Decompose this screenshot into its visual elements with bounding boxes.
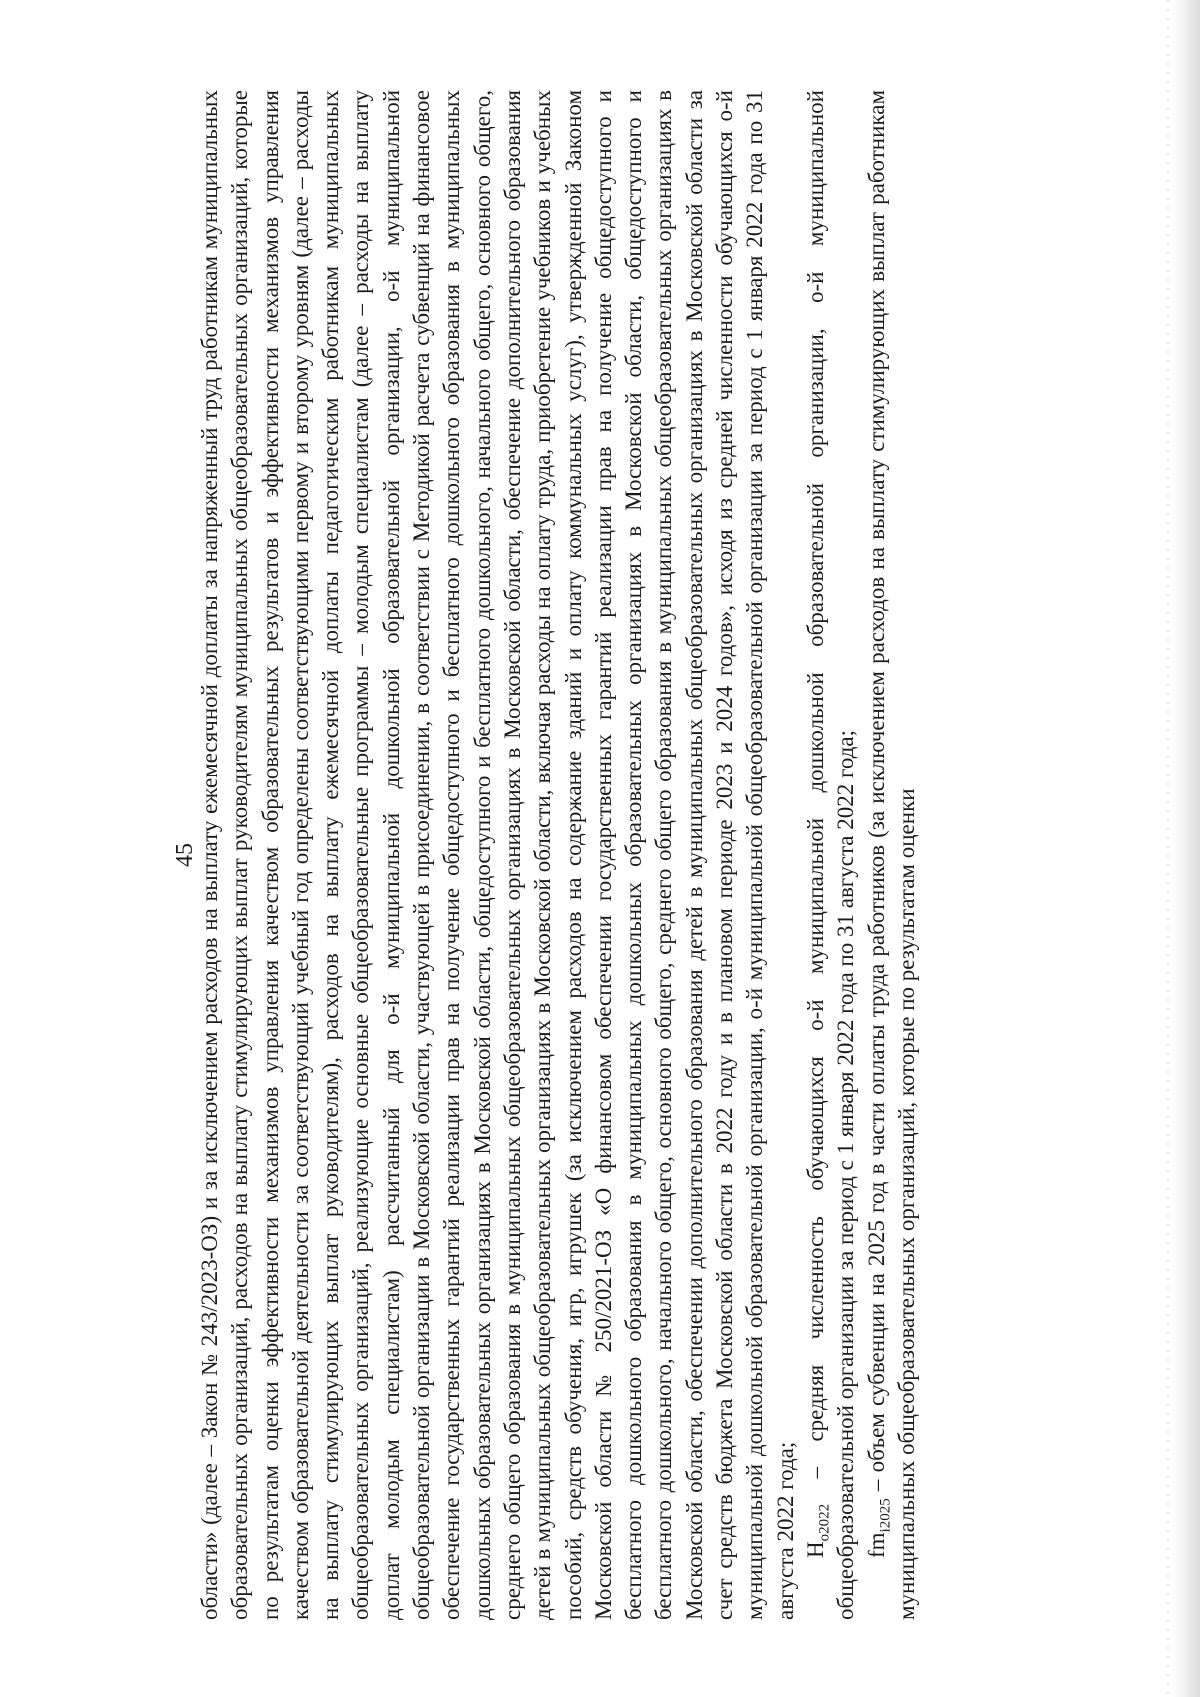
paragraph-2	[801, 90, 862, 1620]
page-number: 45	[172, 843, 198, 867]
rotated-content	[165, 90, 1070, 1620]
formula-subscript-o2022: o2022	[816, 1503, 833, 1542]
body-text	[195, 90, 922, 1620]
paragraph-3-text: – объем субвенции на 2025 год в части оплаты труда работников (за исключением расходов на выплату стимулирующих выплат работникам муниципальных общеобразовательных организаций, которые по результатам оценки	[863, 90, 919, 1620]
paragraph-2-text: – средняя численность обучающихся о-й муниципальной дошкольной образовательной организации, о-й муниципальной общеобразовательной организации за период с 1 января 2022 года по 31 августа 2022 года;	[802, 90, 859, 1620]
scan-edge-dots	[1166, 0, 1170, 1697]
formula-symbol-fm: fm	[863, 1532, 889, 1558]
paragraph-3	[862, 90, 923, 1620]
formula-symbol-n: Н	[802, 1541, 828, 1558]
scan-edge-shadow	[1172, 0, 1200, 1697]
formula-subscript-i2025: i2025	[877, 1498, 894, 1533]
paragraph-1: области» (далее – Закон № 243/2023-ОЗ) и за исключением расходов на выплату ежемесячной доплаты за напряженный труд работникам муниципальных образовательных организаций, расходов на выплату стимулирующих выплат руководителям муниципальных общеобразовательных организаций, которые по результатам оценки эффективности механизмов управления качеством образовательных результатов и эффективности механизмов управления качеством образовательной деятельности за соответствующий учебный год определены соответствующими первому и второму уровням (далее – расходы на выплату стимулирующих выплат руководителям), расходов на выплату ежемесячной доплаты педагогическим работникам муниципальных общеобразовательных организаций, реализующие основные общеобразовательные программы – молодым специалистам (далее – расходы на выплату доплат молодым специалистам) рассчитанный для о-й муниципальной дошкольной образовательной организации, о-й муниципальной общеобразовательной организации в Московской области, участвующей в присоединении, в соответствии с Методикой расчета субвенций на финансовое обеспечение государственных гарантий реализации прав на получение общедоступного и бесплатного дошкольного образования в муниципальных дошкольных образовательных организациях в Московской области, общедоступного и бесплатного дошкольного, начального общего, основного общего, среднего общего образования в муниципальных общеобразовательных организациях в Московской области, обеспечение дополнительного образования детей в муниципальных общеобразовательных организациях в Московской области, включая расходы на оплату труда, приобретение учебников и учебных пособий, средств обучения, игр, игрушек (за исключением расходов на содержание зданий и оплату коммунальных услуг), утвержденной Законом Московской области № 250/2021-ОЗ «О финансовом обеспечении государственных гарантий реализации прав на получение общедоступного и бесплатного дошкольного образования в муниципальных дошкольных образовательных организациях в Московской области, общедоступного и бесплатного дошкольного, начального общего, основного общего, среднего общего образования в муниципальных общеобразовательных организациях в Московской области, обеспечении дополнительного образования детей в муниципальных общеобразовательных организациях в Московской области за счет средств бюджета Московской области в 2022 году и в плановом периоде 2023 и 2024 годов», исходя из средней численности обучающихся о-й муниципальной дошкольной образовательной организации, о-й муниципальной общеобразовательной организации за период с 1 января 2022 года по 31 августа 2022 года;	[197, 90, 798, 1620]
